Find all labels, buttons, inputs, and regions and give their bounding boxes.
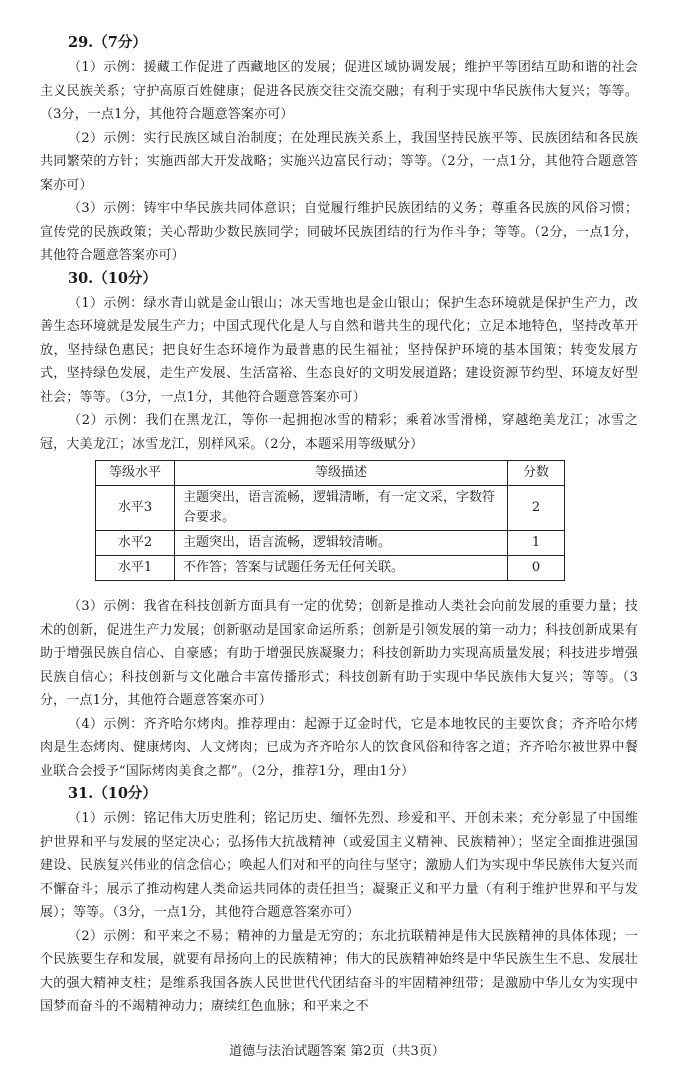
question-31-heading: 31.（10分）	[68, 785, 157, 802]
header-description: 等级描述	[175, 461, 508, 486]
question-29-part-1: （1）示例：援藏工作促进了西藏地区的发展；促进区域协调发展；维护平等团结互助和谐的社会主义民族关系；守护高原百姓健康；促进各民族交往交流交融；有利于实现中华民族伟大复兴；等等。（3分，一点1分，其他符合题意答案亦可）	[40, 60, 638, 122]
question-30-part-1: （1）示例：绿水青山就是金山银山；冰天雪地也是金山银山；保护生态环境就是保护生产力，改善生态环境就是发展生产力；中国式现代化是人与自然和谐共生的现代化；立足本地特色，坚持改革开放，坚持绿色惠民；把良好生态环境作为最普惠的民生福祉；坚持保护环境的基本国策；转变发展方式，坚持绿色发展，走生产发展、生活富裕、生态良好的文明发展道路；建设资源节约型、环境友好型社会；等等。（3分，一点1分，其他符合题意答案亦可）	[40, 295, 638, 405]
row-score: 2	[508, 486, 565, 531]
page-footer: 道德与法治试题答案 第2页（共3页）	[229, 1044, 445, 1059]
question-30-part-2: （2）示例：我们在黑龙江，等你一起拥抱冰雪的精彩；乘着冰雪滑梯，穿越绝美龙江；冰雪之冠，大美龙江；冰雪龙江，别样风采。（2分，本题采用等级赋分）	[40, 413, 638, 452]
row-description: 不作答；答案与试题任务无任何关联。	[175, 556, 508, 581]
grading-level-table	[95, 460, 565, 581]
row-level: 水平2	[96, 531, 175, 556]
table-header-row	[96, 461, 565, 486]
row-description: 主题突出，语言流畅，逻辑清晰，有一定文采，字数符合要求。	[175, 486, 508, 531]
question-31-part-1: （1）示例：铭记伟大历史胜利；铭记历史、缅怀先烈、珍爱和平、开创未来；充分彰显了中国维护世界和平与发展的坚定决心；弘扬伟大抗战精神（或爱国主义精神、民族精神）；坚定全面推进强国建设、民族复兴伟业的信念信心；唤起人们对和平的向往与坚守；激励人们为实现中华民族伟大复兴而不懈奋斗；展示了推动构建人类命运共同体的责任担当；凝聚正义和平力量（有利于维护世界和平与发展）；等等。（3分，一点1分，其他符合题意答案亦可）	[40, 811, 638, 920]
table-row	[96, 556, 565, 581]
header-level: 等级水平	[96, 461, 175, 486]
header-score: 分数	[508, 461, 565, 486]
question-29-part-2: （2）示例：实行民族区域自治制度；在处理民族关系上，我国坚持民族平等、民族团结和各民族共同繁荣的方针；实施西部大开发战略；实施兴边富民行动；等等。（2分，一点1分，其他符合题意答案亦可）	[40, 130, 638, 193]
row-score: 0	[508, 556, 565, 581]
row-score: 1	[508, 531, 565, 556]
question-30-heading: 30.（10分）	[68, 269, 157, 287]
question-29-part-3: （3）示例：铸牢中华民族共同体意识；自觉履行维护民族团结的义务；尊重各民族的风俗习惯；宣传党的民族政策；关心帮助少数民族同学；同破坏民族团结的行为作斗争；等等。（2分，一点1分，其他符合题意答案亦可）	[40, 201, 638, 263]
row-level: 水平1	[96, 556, 175, 581]
question-30-part-3: （3）示例：我省在科技创新方面具有一定的优势；创新是推动人类社会向前发展的重要力量；技术的创新，促进生产力发展；创新驱动是国家命运所系；创新是引领发展的第一动力；科技创新成果有助于增强民族自信心、自豪感；有助于增强民族凝聚力；科技创新助力实现高质量发展；科技进步增强民族自信心；科技创新与文化融合丰富传播形式；科技创新有助于实现中华民族伟大复兴；等等。（3分，一点1分，其他符合题意答案亦可）	[40, 599, 638, 708]
row-description: 主题突出，语言流畅，逻辑较清晰。	[175, 531, 508, 556]
question-29-heading: 29.（7分）	[68, 34, 147, 51]
question-30-part-4: （4）示例：齐齐哈尔烤肉。推荐理由：起源于辽金时代，它是本地牧民的主要饮食；齐齐哈尔烤肉是生态烤肉、健康烤肉、人文烤肉；已成为齐齐哈尔人的饮食风俗和待客之道；齐齐哈尔被世界中餐业联合会授予“国际烤肉美食之都”。（2分，推荐1分，理由1分）	[40, 716, 638, 779]
question-31-part-2: （2）示例：和平来之不易；精神的力量是无穷的；东北抗联精神是伟大民族精神的具体体现；一个民族要生存和发展，就要有昂扬向上的民族精神；伟大的民族精神始终是中华民族生生不息、发展壮大的强大精神支柱；是维系我国各族人民世世代代团结奋斗的牢固精神纽带；是激励中华儿女为实现中国梦而奋斗的不竭精神动力；赓续红色血脉；和平来之不	[40, 928, 638, 1014]
answer-content	[40, 32, 638, 1019]
row-level: 水平3	[96, 486, 175, 531]
table-row	[96, 486, 565, 531]
table-row	[96, 531, 565, 556]
